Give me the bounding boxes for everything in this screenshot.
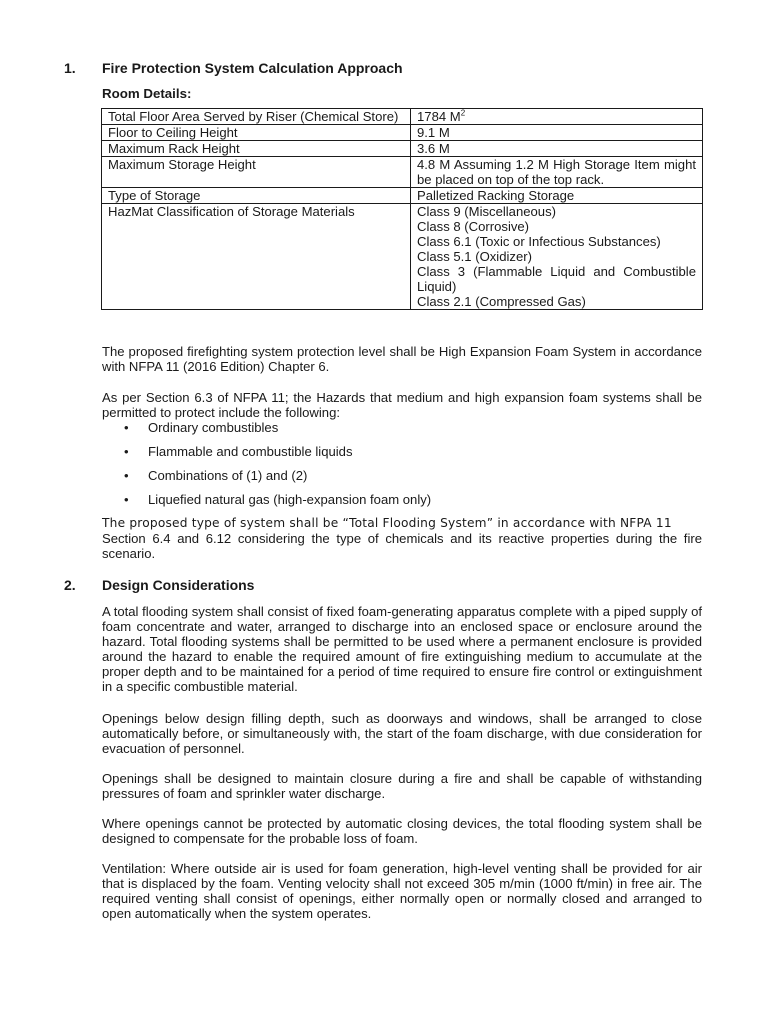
table-row xyxy=(102,204,703,310)
total-flooding-first-line: The proposed type of system shall be “Total Flooding System” in accordance with NFPA 11 xyxy=(102,516,672,530)
list-item xyxy=(102,492,702,516)
list-item-text: Liquefied natural gas (high-expansion foam only) xyxy=(148,492,432,507)
table-cell-value: Palletized Racking Storage xyxy=(411,188,703,204)
bullet-icon: • xyxy=(124,444,129,459)
table-cell-value xyxy=(411,109,703,125)
paragraph-text: Ventilation: Where outside air is used for foam generation, high-level venting shall be provided for air that is displaced by the foam. Venting velocity shall not exceed 305 m/min (1000 ft/min) in free air. The required venting shall consist of openings, either normally open or normally closed and arranged to open automatically when the system operates. xyxy=(102,861,702,921)
table-row xyxy=(102,141,703,157)
table-cell-value: 4.8 M Assuming 1.2 M High Storage Item might be placed on top of the top rack. xyxy=(411,157,703,188)
room-details-table xyxy=(101,108,703,310)
table-row xyxy=(102,125,703,141)
design-paragraph xyxy=(102,816,702,846)
list-item-text: Combinations of (1) and (2) xyxy=(148,468,308,483)
bullet-icon: • xyxy=(124,468,129,483)
design-paragraph xyxy=(102,604,702,694)
design-paragraph xyxy=(102,861,702,921)
hazmat-class: Class 8 (Corrosive) xyxy=(417,219,530,234)
section-2-number: 2. xyxy=(64,577,76,593)
hazards-list xyxy=(102,420,702,516)
paragraph-text: As per Section 6.3 of NFPA 11; the Hazards that medium and high expansion foam systems shall be permitted to protect include the following: xyxy=(102,390,702,420)
paragraph-text: A total flooding system shall consist of fixed foam-generating apparatus complete with a piped supply of foam concentrate and water, arranged to discharge into an enclosed space or enclosure around the hazard. Total flooding systems shall be permitted to be used where a permanent enclosure is provided around the hazard to enable the required amount of fire extinguishing medium to accumulate at the proper depth and to be maintained for a period of time required to ensure fire control or extinguishment in a specific combustible material. xyxy=(102,604,702,694)
paragraph-text: Openings shall be designed to maintain closure during a fire and shall be capable of withstanding pressures of foam and sprinkler water discharge. xyxy=(102,771,702,801)
paragraph-text: Openings below design filling depth, such as doorways and windows, shall be arranged to close automatically before, or simultaneously with, the start of the foam discharge, with due consideration for evacuation of personnel. xyxy=(102,711,702,756)
table-cell-label: Maximum Storage Height xyxy=(102,157,411,188)
table-cell-label: Total Floor Area Served by Riser (Chemical Store) xyxy=(102,109,411,125)
design-paragraph xyxy=(102,771,702,801)
hazmat-class: Class 5.1 (Oxidizer) xyxy=(417,249,532,264)
section-1-number: 1. xyxy=(64,60,76,76)
list-item-text: Flammable and combustible liquids xyxy=(148,444,353,459)
table-row xyxy=(102,188,703,204)
table-cell-value xyxy=(411,204,703,310)
paragraph-text: The proposed firefighting system protection level shall be High Expansion Foam System in accordance with NFPA 11 (2016 Edition) Chapter 6. xyxy=(102,344,702,374)
paragraph-text: Where openings cannot be protected by automatic closing devices, the total flooding system shall be designed to compensate for the probable loss of foam. xyxy=(102,816,702,846)
hazmat-class: Class 3 (Flammable Liquid and Combustible Liquid) xyxy=(417,264,696,294)
bullet-icon: • xyxy=(124,420,129,435)
bullet-icon: • xyxy=(124,492,129,507)
list-item-text: Ordinary combustibles xyxy=(148,420,279,435)
list-item xyxy=(102,444,702,468)
hazmat-class: Class 6.1 (Toxic or Infectious Substances) xyxy=(417,234,661,249)
room-details-label: Room Details: xyxy=(102,86,192,101)
total-flooding-paragraph xyxy=(102,516,702,561)
list-item xyxy=(102,420,702,444)
floor-area-value: 1784 M xyxy=(417,109,461,124)
hazmat-class: Class 9 (Miscellaneous) xyxy=(417,204,556,219)
table-cell-label: Floor to Ceiling Height xyxy=(102,125,411,141)
list-item xyxy=(102,468,702,492)
section-1-heading: Fire Protection System Calculation Approach xyxy=(102,60,403,76)
design-paragraph xyxy=(102,711,702,756)
table-cell-label: Maximum Rack Height xyxy=(102,141,411,157)
hazards-intro-paragraph xyxy=(102,390,702,420)
table-cell-label: HazMat Classification of Storage Materials xyxy=(102,204,411,310)
section-2-heading: Design Considerations xyxy=(102,577,255,593)
floor-area-unit-exponent: 2 xyxy=(460,108,466,118)
table-cell-label: Type of Storage xyxy=(102,188,411,204)
protection-level-paragraph xyxy=(102,344,702,374)
table-cell-value: 3.6 M xyxy=(411,141,703,157)
table-row xyxy=(102,109,703,125)
table-row xyxy=(102,157,703,188)
hazmat-class: Class 2.1 (Compressed Gas) xyxy=(417,294,586,309)
table-cell-value: 9.1 M xyxy=(411,125,703,141)
total-flooding-rest: Section 6.4 and 6.12 considering the type of chemicals and its reactive properties during the fire scenario. xyxy=(102,531,702,561)
